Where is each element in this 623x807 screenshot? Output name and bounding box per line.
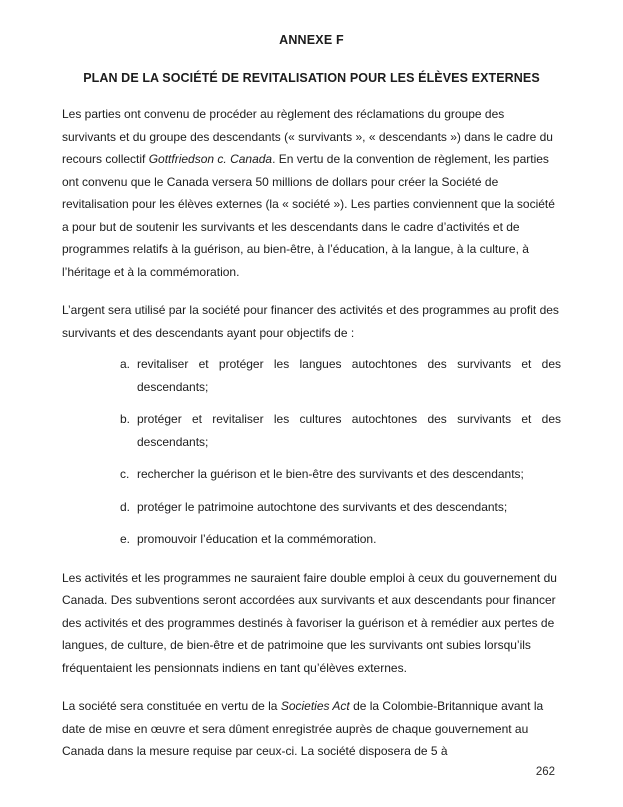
list-item-b — [62, 408, 561, 453]
plan-title: PLAN DE LA SOCIÉTÉ DE REVITALISATION POUR LES ÉLÈVES EXTERNES — [83, 71, 540, 85]
page-number: 262 — [535, 766, 555, 778]
paragraph-settlement-intro-text-1: Les parties ont convenu de procéder au règlement des réclamations du groupe des survivants et du groupe des descendants (« survivants », « descendants ») dans le cadre du recours collectif — [62, 107, 553, 166]
paragraph-settlement-intro — [62, 103, 561, 283]
annex-title: ANNEXE F — [279, 33, 344, 47]
paragraph-incorporation-text-1: La société sera constituée en vertu de la — [62, 699, 281, 713]
paragraph-activities-grants: Les activités et les programmes ne sauraient faire double emploi à ceux du gouvernement du Canada. Des subventions seront accordées aux survivants et aux descendants pour financer des activités et des programmes destinés à favoriser la guérison et à remédier aux pertes de langues, de culture, de bien-être et de patrimoine que les survivants ont subies lorsqu’ils fréquentaient les pensionnats indiens en tant qu’élèves externes. — [62, 570, 557, 675]
list-item-e-marker: e. — [120, 532, 131, 546]
list-item-d — [62, 496, 561, 519]
list-item-a — [62, 353, 561, 398]
paragraph-incorporation-text-2: de la Colombie-Britannique avant la date de mise en œuvre et sera dûment enregistrée auprès de chaque gouvernement au Canada dans la mesure requise par ceux-ci. La société disposera de 5 à — [62, 699, 544, 758]
paragraph-settlement-intro-text-2: . En vertu de la convention de règlement, les parties ont convenu que le Canada versera 50 millions de dollars pour créer la Société de revitalisation pour les élèves externes (la « société »). Les parties conviennent que la société a pour but de soutenir les survivants et les descendants dans le cadre d’activités et de programmes relatifs à la guérison, au bien-être, à l’éducation, à la langue, à la culture, à l’héritage et à la commémoration. — [62, 152, 555, 279]
case-citation-italic: Gottfriedson c. Canada — [148, 152, 273, 166]
list-item-c — [62, 463, 561, 486]
list-item-b-text: protéger et revitaliser les cultures autochtones des survivants et des descendants; — [137, 412, 561, 449]
list-item-c-text: rechercher la guérison et le bien-être des survivants et des descendants; — [137, 467, 524, 481]
statute-name-italic: Societies Act — [280, 699, 350, 713]
list-item-c-marker: c. — [120, 467, 130, 481]
paragraph-funding-objectives: L’argent sera utilisé par la société pour financer des activités et des programmes au profit des survivants et des descendants ayant pour objectifs de : — [62, 303, 559, 340]
list-item-e-text: promouvoir l’éducation et la commémoration. — [137, 532, 377, 546]
list-item-d-text: protéger le patrimoine autochtone des survivants et des descendants; — [137, 499, 508, 514]
list-item-d-marker: d. — [120, 499, 131, 514]
list-item-e — [62, 528, 561, 551]
list-item-a-marker: a. — [120, 357, 131, 371]
paragraph-incorporation — [62, 695, 561, 763]
list-item-b-marker: b. — [120, 412, 131, 426]
objectives-list — [62, 353, 561, 551]
list-item-a-text: revitaliser et protéger les langues autochtones des survivants et des descendants; — [137, 357, 561, 394]
